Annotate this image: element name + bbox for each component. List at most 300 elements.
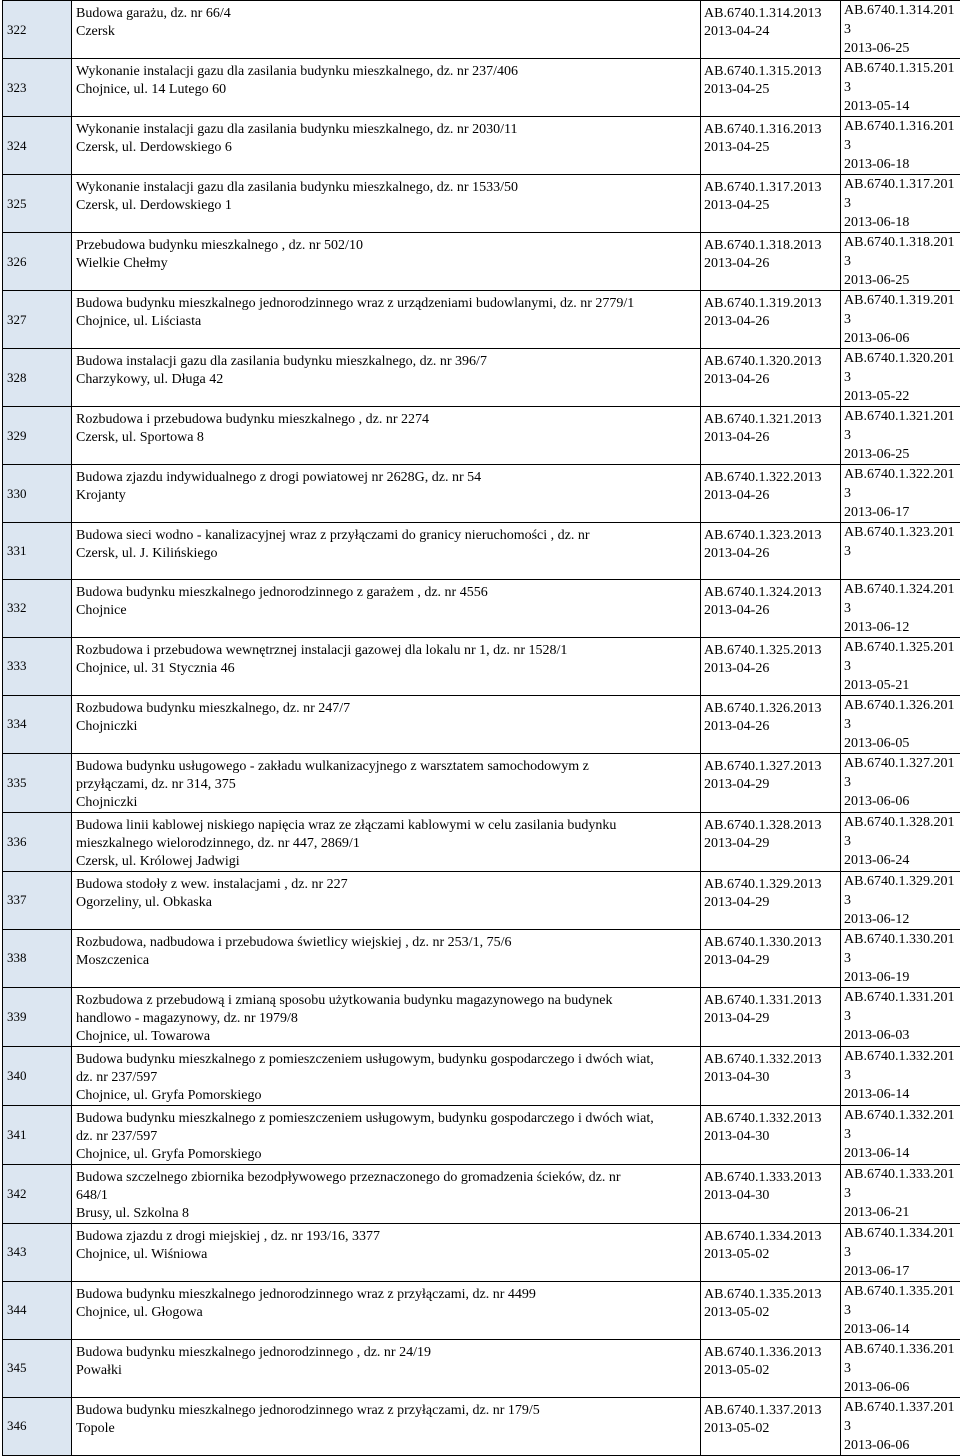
case-signature: AB.6740.1.335.2013 (704, 1286, 838, 1304)
row-number: 344 (3, 1281, 72, 1339)
decision-signature: 3 (844, 1417, 960, 1436)
description-line: Brusy, ul. Szkolna 8 (76, 1205, 696, 1223)
investment-description (72, 59, 701, 117)
description-line: Czersk, ul. Sportowa 8 (76, 429, 696, 447)
decision-signature: AB.6740.1.316.201 (844, 117, 960, 136)
description-line: Chojnice (76, 602, 696, 620)
investment-description (72, 637, 701, 695)
table-row (3, 523, 960, 580)
case-reference (701, 523, 841, 580)
description-line: Budowa budynku mieszkalnego z pomieszczeniem usługowym, budynku gospodarczego i dwóch wiat, (76, 1110, 696, 1128)
filing-date: 2013-04-30 (704, 1187, 838, 1205)
description-line: Budowa linii kablowej niskiego napięcia wraz ze złączami kablowymi w celu zasilania budynku (76, 817, 696, 835)
decision-date: 2013-06-03 (844, 1026, 960, 1045)
description-line: Czersk, ul. Derdowskiego 1 (76, 197, 696, 215)
description-line: Czersk, ul. Derdowskiego 6 (76, 139, 696, 157)
case-signature: AB.6740.1.320.2013 (704, 353, 838, 371)
decision-reference (841, 929, 960, 987)
row-number: 323 (3, 59, 72, 117)
case-signature: AB.6740.1.329.2013 (704, 876, 838, 894)
case-reference (701, 929, 841, 987)
decision-signature: AB.6740.1.324.201 (844, 580, 960, 599)
row-number: 343 (3, 1223, 72, 1281)
description-line: Budowa stodoły z wew. instalacjami , dz. nr 227 (76, 876, 696, 894)
description-line: Chojniczki (76, 794, 696, 812)
table-row (3, 233, 960, 291)
description-line: Wykonanie instalacji gazu dla zasilania budynku mieszkalnego, dz. nr 2030/11 (76, 121, 696, 139)
filing-date: 2013-04-30 (704, 1128, 838, 1146)
row-number: 341 (3, 1105, 72, 1164)
decision-reference (841, 1397, 960, 1455)
filing-date: 2013-05-02 (704, 1362, 838, 1380)
table-row (3, 1397, 960, 1455)
decision-reference (841, 117, 960, 175)
decision-date: 2013-06-12 (844, 618, 960, 637)
case-reference (701, 291, 841, 349)
row-number: 340 (3, 1046, 72, 1105)
decision-signature: 3 (844, 310, 960, 329)
table-row (3, 59, 960, 117)
decision-date: 2013-06-18 (844, 155, 960, 174)
decision-date: 2013-06-14 (844, 1144, 960, 1163)
row-number: 330 (3, 465, 72, 523)
case-signature: AB.6740.1.336.2013 (704, 1344, 838, 1362)
description-line: handlowo - magazynowy, dz. nr 1979/8 (76, 1010, 696, 1028)
investment-description (72, 291, 701, 349)
decision-date: 2013-06-06 (844, 1436, 960, 1455)
case-reference (701, 579, 841, 637)
description-line: 648/1 (76, 1187, 696, 1205)
case-reference (701, 1397, 841, 1455)
decision-signature: AB.6740.1.325.201 (844, 638, 960, 657)
description-line: Budowa garażu, dz. nr 66/4 (76, 5, 696, 23)
decision-signature: 3 (844, 1125, 960, 1144)
description-line: Budowa budynku mieszkalnego jednorodzinnego , dz. nr 24/19 (76, 1344, 696, 1362)
decision-signature: 3 (844, 599, 960, 618)
decision-reference (841, 175, 960, 233)
description-line: Czersk (76, 23, 696, 41)
table-row (3, 1046, 960, 1105)
description-line: Rozbudowa z przebudową i zmianą sposobu użytkowania budynku magazynowego na budynek (76, 992, 696, 1010)
filing-date: 2013-04-29 (704, 835, 838, 853)
case-signature: AB.6740.1.327.2013 (704, 758, 838, 776)
case-signature: AB.6740.1.315.2013 (704, 63, 838, 81)
decision-signature: AB.6740.1.335.201 (844, 1282, 960, 1301)
description-line: Rozbudowa, nadbudowa i przebudowa świetlicy wiejskiej , dz. nr 253/1, 75/6 (76, 934, 696, 952)
decision-date: 2013-06-06 (844, 1378, 960, 1397)
decision-reference (841, 233, 960, 291)
description-line: Budowa zjazdu indywidualnego z drogi powiatowej nr 2628G, dz. nr 54 (76, 469, 696, 487)
building-permit-register-table (2, 0, 960, 1456)
description-line: Chojnice, ul. Gryfa Pomorskiego (76, 1146, 696, 1164)
description-line: Budowa budynku mieszkalnego jednorodzinnego wraz z przyłączami, dz. nr 179/5 (76, 1402, 696, 1420)
decision-date: 2013-06-25 (844, 445, 960, 464)
decision-date: 2013-06-17 (844, 1262, 960, 1281)
filing-date: 2013-05-02 (704, 1304, 838, 1322)
table-row (3, 465, 960, 523)
description-line: Rozbudowa i przebudowa budynku mieszkalnego , dz. nr 2274 (76, 411, 696, 429)
row-number: 324 (3, 117, 72, 175)
investment-description (72, 1281, 701, 1339)
decision-reference (841, 637, 960, 695)
case-signature: AB.6740.1.314.2013 (704, 5, 838, 23)
description-line: przyłączami, dz. nr 314, 375 (76, 776, 696, 794)
table-row (3, 929, 960, 987)
investment-description (72, 1, 701, 59)
filing-date: 2013-04-29 (704, 952, 838, 970)
decision-signature: 3 (844, 1184, 960, 1203)
investment-description (72, 407, 701, 465)
decision-signature: 3 (844, 426, 960, 445)
filing-date: 2013-04-26 (704, 371, 838, 389)
decision-signature: 3 (844, 136, 960, 155)
decision-reference (841, 695, 960, 753)
row-number: 332 (3, 579, 72, 637)
decision-reference (841, 812, 960, 871)
decision-date: 2013-05-21 (844, 676, 960, 695)
decision-signature: 3 (844, 78, 960, 97)
table-row (3, 871, 960, 929)
case-reference (701, 1339, 841, 1397)
description-line: Chojnice, ul. 14 Lutego 60 (76, 81, 696, 99)
description-line: Budowa budynku mieszkalnego jednorodzinnego z garażem , dz. nr 4556 (76, 584, 696, 602)
description-line: Moszczenica (76, 952, 696, 970)
description-line: Rozbudowa i przebudowa wewnętrznej instalacji gazowej dla lokalu nr 1, dz. nr 1528/1 (76, 642, 696, 660)
case-signature: AB.6740.1.317.2013 (704, 179, 838, 197)
description-line: Chojnice, ul. Głogowa (76, 1304, 696, 1322)
case-reference (701, 1223, 841, 1281)
decision-reference (841, 1281, 960, 1339)
description-line: dz. nr 237/597 (76, 1069, 696, 1087)
description-line: Budowa budynku usługowego - zakładu wulkanizacyjnego z warsztatem samochodowym z (76, 758, 696, 776)
table-row (3, 291, 960, 349)
investment-description (72, 175, 701, 233)
case-reference (701, 987, 841, 1046)
decision-signature: AB.6740.1.337.201 (844, 1398, 960, 1417)
investment-description (72, 812, 701, 871)
decision-signature: 3 (844, 194, 960, 213)
description-line: Przebudowa budynku mieszkalnego , dz. nr 502/10 (76, 237, 696, 255)
case-signature: AB.6740.1.322.2013 (704, 469, 838, 487)
filing-date: 2013-05-02 (704, 1420, 838, 1438)
filing-date: 2013-04-26 (704, 255, 838, 273)
case-signature: AB.6740.1.323.2013 (704, 527, 838, 545)
case-reference (701, 349, 841, 407)
decision-signature: AB.6740.1.322.201 (844, 465, 960, 484)
case-reference (701, 407, 841, 465)
decision-reference (841, 59, 960, 117)
filing-date: 2013-04-30 (704, 1069, 838, 1087)
row-number: 334 (3, 695, 72, 753)
table-row (3, 637, 960, 695)
table-row (3, 579, 960, 637)
case-reference (701, 871, 841, 929)
case-reference (701, 637, 841, 695)
decision-date: 2013-06-05 (844, 734, 960, 753)
description-line: Chojnice, ul. Wiśniowa (76, 1246, 696, 1264)
row-number: 339 (3, 987, 72, 1046)
description-line: Chojnice, ul. Gryfa Pomorskiego (76, 1087, 696, 1105)
investment-description (72, 1164, 701, 1223)
case-signature: AB.6740.1.332.2013 (704, 1051, 838, 1069)
decision-reference (841, 1046, 960, 1105)
table-row (3, 1105, 960, 1164)
decision-reference (841, 523, 960, 580)
decision-date: 2013-06-24 (844, 851, 960, 870)
decision-signature: 3 (844, 715, 960, 734)
row-number: 335 (3, 753, 72, 812)
decision-signature: AB.6740.1.317.201 (844, 175, 960, 194)
filing-date: 2013-04-26 (704, 487, 838, 505)
decision-signature: 3 (844, 949, 960, 968)
decision-date: 2013-06-25 (844, 271, 960, 290)
decision-reference (841, 753, 960, 812)
row-number: 331 (3, 523, 72, 580)
row-number: 338 (3, 929, 72, 987)
decision-reference (841, 465, 960, 523)
table-row (3, 987, 960, 1046)
investment-description (72, 1046, 701, 1105)
decision-reference (841, 291, 960, 349)
decision-reference (841, 1339, 960, 1397)
row-number: 345 (3, 1339, 72, 1397)
decision-signature: 3 (844, 773, 960, 792)
decision-date: 2013-06-06 (844, 329, 960, 348)
case-signature: AB.6740.1.321.2013 (704, 411, 838, 429)
table-row (3, 175, 960, 233)
decision-reference (841, 1164, 960, 1223)
row-number: 346 (3, 1397, 72, 1455)
case-reference (701, 812, 841, 871)
description-line: Budowa sieci wodno - kanalizacyjnej wraz z przyłączami do granicy nieruchomości , dz. nr (76, 527, 696, 545)
table-row (3, 349, 960, 407)
decision-signature: 3 (844, 1066, 960, 1085)
decision-signature: 3 (844, 1301, 960, 1320)
row-number: 322 (3, 1, 72, 59)
decision-signature: 3 (844, 368, 960, 387)
table-row (3, 1164, 960, 1223)
description-line: Budowa szczelnego zbiornika bezodpływowego przeznaczonego do gromadzenia ścieków, dz. nr (76, 1169, 696, 1187)
filing-date: 2013-05-02 (704, 1246, 838, 1264)
description-line: Budowa budynku mieszkalnego jednorodzinnego wraz z urządzeniami budowlanymi, dz. nr 2779/1 (76, 295, 696, 313)
description-line: Czersk, ul. J. Kilińskiego (76, 545, 696, 563)
case-reference (701, 117, 841, 175)
decision-signature: 3 (844, 484, 960, 503)
description-line: Powałki (76, 1362, 696, 1380)
row-number: 333 (3, 637, 72, 695)
investment-description (72, 233, 701, 291)
case-reference (701, 753, 841, 812)
decision-signature: AB.6740.1.336.201 (844, 1340, 960, 1359)
description-line: Budowa instalacji gazu dla zasilania budynku mieszkalnego, dz. nr 396/7 (76, 353, 696, 371)
table-row (3, 753, 960, 812)
decision-signature: AB.6740.1.330.201 (844, 930, 960, 949)
decision-signature: 3 (844, 657, 960, 676)
filing-date: 2013-04-25 (704, 81, 838, 99)
filing-date: 2013-04-26 (704, 660, 838, 678)
table-row (3, 1, 960, 59)
investment-description (72, 1339, 701, 1397)
table-row (3, 1223, 960, 1281)
case-signature: AB.6740.1.325.2013 (704, 642, 838, 660)
description-line: Wielkie Chełmy (76, 255, 696, 273)
case-reference (701, 1105, 841, 1164)
decision-reference (841, 1223, 960, 1281)
decision-signature: 3 (844, 1007, 960, 1026)
row-number: 327 (3, 291, 72, 349)
decision-signature: AB.6740.1.332.201 (844, 1047, 960, 1066)
case-reference (701, 175, 841, 233)
row-number: 342 (3, 1164, 72, 1223)
decision-date: 2013-06-25 (844, 39, 960, 58)
investment-description (72, 117, 701, 175)
decision-reference (841, 1105, 960, 1164)
filing-date: 2013-04-26 (704, 545, 838, 563)
case-signature: AB.6740.1.316.2013 (704, 121, 838, 139)
filing-date: 2013-04-26 (704, 313, 838, 331)
decision-signature: AB.6740.1.334.201 (844, 1224, 960, 1243)
decision-date: 2013-06-18 (844, 213, 960, 232)
case-signature: AB.6740.1.328.2013 (704, 817, 838, 835)
table-row (3, 1281, 960, 1339)
decision-signature: AB.6740.1.314.201 (844, 1, 960, 20)
investment-description (72, 871, 701, 929)
filing-date: 2013-04-26 (704, 718, 838, 736)
case-signature: AB.6740.1.330.2013 (704, 934, 838, 952)
row-number: 325 (3, 175, 72, 233)
decision-date: 2013-06-14 (844, 1320, 960, 1339)
table-row (3, 812, 960, 871)
decision-signature: AB.6740.1.326.201 (844, 696, 960, 715)
row-number: 326 (3, 233, 72, 291)
investment-description (72, 1105, 701, 1164)
decision-date: 2013-05-14 (844, 97, 960, 116)
row-number: 337 (3, 871, 72, 929)
description-line: mieszkalnego wielorodzinnego, dz. nr 447, 2869/1 (76, 835, 696, 853)
investment-description (72, 753, 701, 812)
investment-description (72, 929, 701, 987)
description-line: Chojnice, ul. 31 Stycznia 46 (76, 660, 696, 678)
table-row (3, 117, 960, 175)
description-line: Ogorzeliny, ul. Obkaska (76, 894, 696, 912)
case-reference (701, 695, 841, 753)
decision-reference (841, 407, 960, 465)
filing-date: 2013-04-29 (704, 776, 838, 794)
description-line: Wykonanie instalacji gazu dla zasilania budynku mieszkalnego, dz. nr 237/406 (76, 63, 696, 81)
description-line: Topole (76, 1420, 696, 1438)
description-line: Czersk, ul. Królowej Jadwigi (76, 853, 696, 871)
decision-date: 2013-06-06 (844, 792, 960, 811)
case-signature: AB.6740.1.334.2013 (704, 1228, 838, 1246)
decision-signature: AB.6740.1.315.201 (844, 59, 960, 78)
table-row (3, 1339, 960, 1397)
investment-description (72, 579, 701, 637)
description-line: Budowa zjazdu z drogi miejskiej , dz. nr 193/16, 3377 (76, 1228, 696, 1246)
investment-description (72, 523, 701, 580)
case-signature: AB.6740.1.326.2013 (704, 700, 838, 718)
decision-signature: AB.6740.1.320.201 (844, 349, 960, 368)
row-number: 328 (3, 349, 72, 407)
case-reference (701, 1, 841, 59)
decision-date: 2013-06-12 (844, 910, 960, 929)
table-row (3, 695, 960, 753)
decision-signature: AB.6740.1.333.201 (844, 1165, 960, 1184)
row-number: 329 (3, 407, 72, 465)
decision-signature: AB.6740.1.319.201 (844, 291, 960, 310)
description-line: Krojanty (76, 487, 696, 505)
table-row (3, 407, 960, 465)
decision-signature: 3 (844, 1243, 960, 1262)
decision-signature: 3 (844, 891, 960, 910)
decision-date: 2013-06-14 (844, 1085, 960, 1104)
case-signature: AB.6740.1.333.2013 (704, 1169, 838, 1187)
decision-reference (841, 349, 960, 407)
filing-date: 2013-04-24 (704, 23, 838, 41)
decision-date: 2013-06-21 (844, 1203, 960, 1222)
decision-signature: AB.6740.1.331.201 (844, 988, 960, 1007)
case-reference (701, 1046, 841, 1105)
case-signature: AB.6740.1.331.2013 (704, 992, 838, 1010)
row-number: 336 (3, 812, 72, 871)
decision-signature: AB.6740.1.318.201 (844, 233, 960, 252)
case-signature: AB.6740.1.318.2013 (704, 237, 838, 255)
description-line: Chojnice, ul. Towarowa (76, 1028, 696, 1046)
decision-signature: AB.6740.1.323.201 (844, 523, 960, 542)
decision-signature: AB.6740.1.332.201 (844, 1106, 960, 1125)
filing-date: 2013-04-26 (704, 429, 838, 447)
investment-description (72, 1223, 701, 1281)
filing-date: 2013-04-26 (704, 602, 838, 620)
decision-date: 2013-06-17 (844, 503, 960, 522)
description-line: Budowa budynku mieszkalnego z pomieszczeniem usługowym, budynku gospodarczego i dwóch wiat, (76, 1051, 696, 1069)
description-line: Rozbudowa budynku mieszkalnego, dz. nr 247/7 (76, 700, 696, 718)
decision-signature: AB.6740.1.327.201 (844, 754, 960, 773)
filing-date: 2013-04-25 (704, 197, 838, 215)
decision-signature: AB.6740.1.321.201 (844, 407, 960, 426)
case-signature: AB.6740.1.319.2013 (704, 295, 838, 313)
decision-signature: 3 (844, 20, 960, 39)
case-signature: AB.6740.1.324.2013 (704, 584, 838, 602)
description-line: Wykonanie instalacji gazu dla zasilania budynku mieszkalnego, dz. nr 1533/50 (76, 179, 696, 197)
case-reference (701, 1164, 841, 1223)
investment-description (72, 987, 701, 1046)
decision-date: 2013-05-22 (844, 387, 960, 406)
description-line: Chojnice, ul. Liściasta (76, 313, 696, 331)
filing-date: 2013-04-25 (704, 139, 838, 157)
case-reference (701, 59, 841, 117)
case-signature: AB.6740.1.337.2013 (704, 1402, 838, 1420)
register-rows (3, 1, 960, 1456)
decision-signature: 3 (844, 252, 960, 271)
decision-signature: AB.6740.1.328.201 (844, 813, 960, 832)
case-reference (701, 233, 841, 291)
filing-date: 2013-04-29 (704, 1010, 838, 1028)
decision-reference (841, 1, 960, 59)
decision-reference (841, 871, 960, 929)
case-reference (701, 465, 841, 523)
description-line: dz. nr 237/597 (76, 1128, 696, 1146)
case-signature: AB.6740.1.332.2013 (704, 1110, 838, 1128)
investment-description (72, 695, 701, 753)
decision-signature: AB.6740.1.329.201 (844, 872, 960, 891)
investment-description (72, 1397, 701, 1455)
case-reference (701, 1281, 841, 1339)
description-line: Charzykowy, ul. Długa 42 (76, 371, 696, 389)
description-line: Chojniczki (76, 718, 696, 736)
description-line: Budowa budynku mieszkalnego jednorodzinnego wraz z przyłączami, dz. nr 4499 (76, 1286, 696, 1304)
investment-description (72, 465, 701, 523)
decision-date: 2013-06-19 (844, 968, 960, 987)
